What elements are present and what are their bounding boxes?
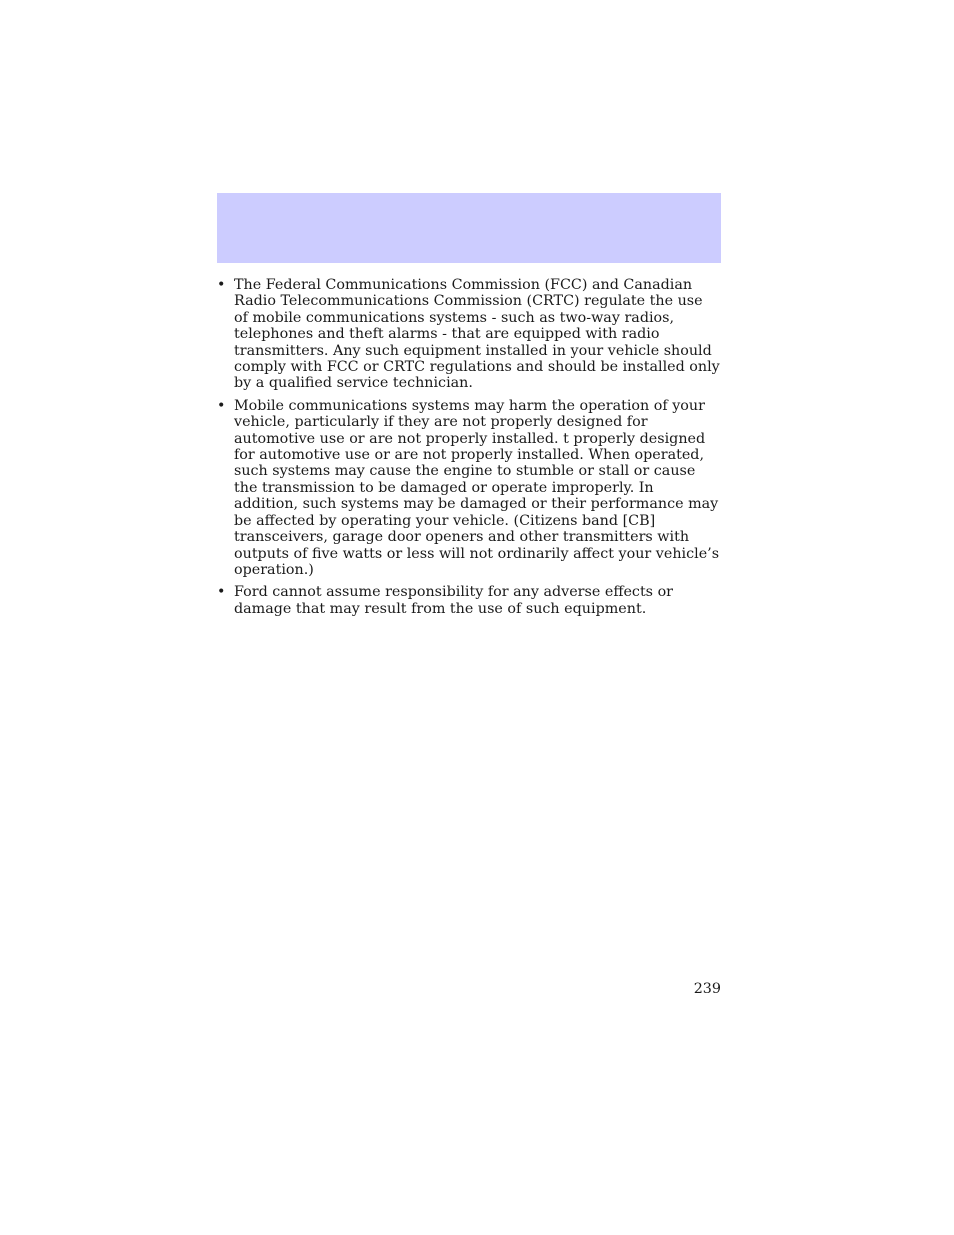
bullet-icon: •	[217, 397, 226, 414]
bullet-text: Mobile communications systems may harm the operation of your vehicle, particularly if they are not properly designed for automotive use or are not properly installed. t properly designed for automotive use or are not properly installed. When operated, such systems may cause the engine to stumble or stall or cause the transmission to be damaged or operate improperly. In addition, such systems may be damaged or their performance may be affected by operating your vehicle. (Citizens band [CB] transceivers, garage door openers and other transmitters with outputs of five watts or less will not ordinarily affect your vehicle’s operation.)	[234, 397, 720, 578]
bullet-list	[217, 277, 721, 617]
page-content	[217, 277, 721, 623]
list-item	[217, 398, 721, 578]
bullet-text: Ford cannot assume responsibility for any adverse effects or damage that may result from the use of such equipment.	[234, 584, 674, 617]
bullet-text: The Federal Communications Commission (FCC) and Canadian Radio Telecommunications Commission (CRTC) regulate the use of mobile communications systems - such as two-way radios, telephones and theft alarms - that are equipped with radio transmitters. Any such equipment installed in your vehicle should comply with FCC or CRTC regulations and should be installed only by a qualified service technician.	[234, 277, 720, 392]
list-item	[217, 277, 721, 392]
bullet-icon: •	[217, 584, 226, 601]
list-item	[217, 584, 721, 617]
section-header-band	[217, 193, 721, 263]
page-number: 239	[693, 981, 721, 997]
bullet-icon: •	[217, 277, 226, 293]
